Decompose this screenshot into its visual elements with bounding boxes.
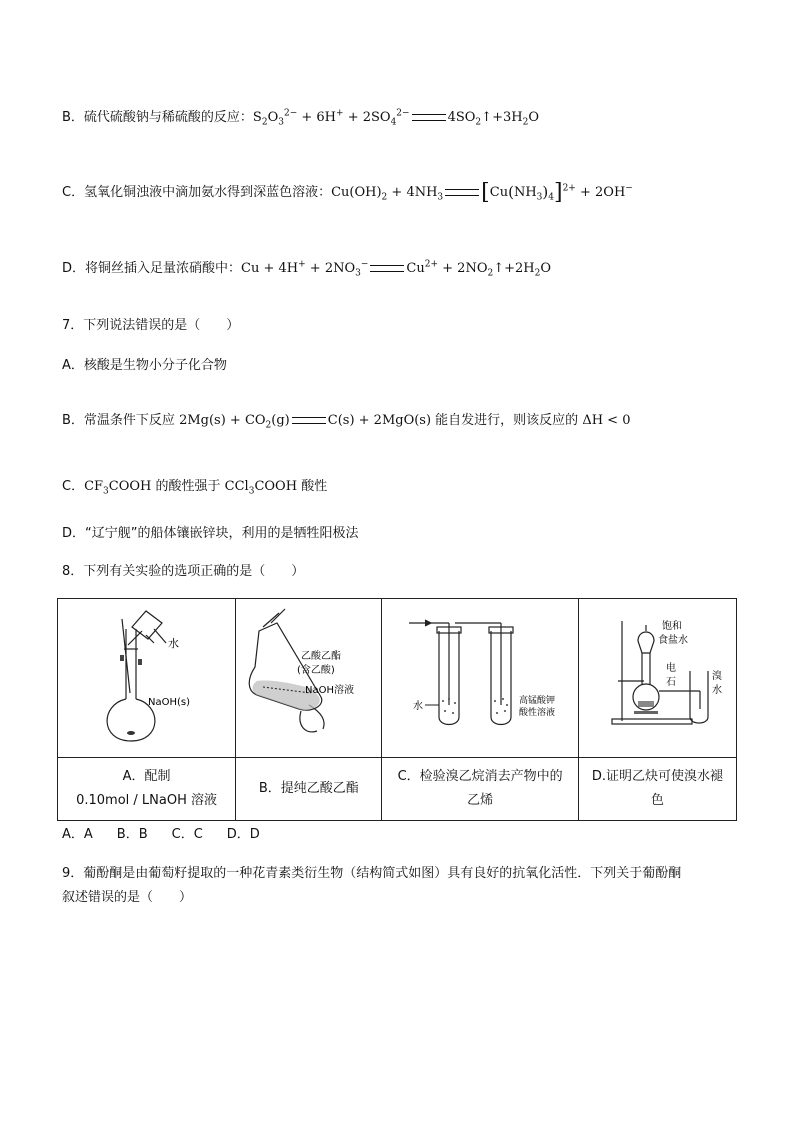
equals-sign <box>292 417 326 424</box>
figure-d-cell <box>578 599 736 758</box>
q6-option-d <box>62 259 551 279</box>
caption-b: B．提纯乙酸乙酯 <box>236 758 382 821</box>
acetylene-apparatus-figure <box>582 601 732 751</box>
label-bromine-1: 溴 <box>712 671 723 682</box>
q6-option-b <box>62 108 539 128</box>
q7-stem: 7．下列说法错误的是（ ） <box>62 318 240 333</box>
label-bromine-2: 水 <box>712 685 723 696</box>
q6-option-c-equation: $Cu(OH)_2 + 4NH_3$ $[Cu(NH_3)_4]^{2+} + 2OH^-$ <box>331 180 633 205</box>
q7-option-c: C．$CF_3COOH$ 的酸性强于 CCl$_3$COOH 酸性 <box>62 479 328 497</box>
figure-a-cell <box>58 599 236 758</box>
q6-option-d-equation: $Cu + 4H^+ + 2NO_3^-$ $Cu^{2+}$ + $2NO_2↑+2H_2O$ <box>241 259 552 279</box>
figure-b-cell <box>236 599 382 758</box>
label-water-a: 水 <box>167 637 179 650</box>
experiment-table <box>57 598 737 821</box>
label-saturated: 饱和 <box>662 621 683 632</box>
caption-a: A．配制 0.10mol / LNaOH 溶液 <box>58 758 236 821</box>
label-contains-acetic-acid: (含乙酸) <box>296 665 335 676</box>
separatory-funnel-figure <box>239 601 379 751</box>
caption-c: C．检验溴乙烷消去产物中的 乙烯 <box>382 758 578 821</box>
q7-option-a: A．核酸是生物小分子化合物 <box>62 358 227 373</box>
q7-option-d: D．“辽宁舰”的船体镶嵌锌块，利用的是牺牲阳极法 <box>62 526 359 541</box>
answer-c: C．C <box>171 827 203 842</box>
figure-c-cell <box>382 599 578 758</box>
q6-option-b-label: B．硫代硫酸钠与稀硫酸的反应： <box>62 110 253 125</box>
label-brine: 食盐水 <box>658 635 689 646</box>
q9-stem-line-2: 叙述错误的是（ ） <box>62 890 193 905</box>
q7-option-b: B．常温条件下反应 $2Mg(s) + CO_2(g) C(s) + 2MgO(s)$ 能自发进行，则该反应的 ΔH < 0 <box>62 413 631 431</box>
q6-option-b-equation: $S_2O_3^{2-} + 6H^+ + 2SO_4^{2-}$ $4SO_2↑+3H_2O$ <box>252 108 539 128</box>
answer-b: B．B <box>116 827 148 842</box>
label-kmno4: 高锰酸钾 <box>519 696 556 706</box>
label-carbide-2: 石 <box>666 677 677 688</box>
q6-option-c-label: C．氢氧化铜浊液中滴加氨水得到深蓝色溶液： <box>62 185 332 200</box>
label-carbide-1: 电 <box>666 663 677 674</box>
q8-answer-options <box>62 825 260 845</box>
label-water-c: 水 <box>413 701 424 712</box>
label-naoh-solution: NaOH溶液 <box>304 685 354 696</box>
equals-sign <box>445 189 479 196</box>
test-tubes-figure <box>385 601 575 751</box>
equals-sign <box>370 265 404 272</box>
label-ethyl-acetate: 乙酸乙酯 <box>300 651 341 662</box>
q6-option-c <box>62 182 633 203</box>
equals-sign <box>412 114 446 121</box>
q8-stem: 8．下列有关实验的选项正确的是（ ） <box>62 564 305 579</box>
q9-stem-line-1: 9．葡酚酮是由葡萄籽提取的一种花青素类衍生物（结构简式如图）具有良好的抗氧化活性．下列关于葡酚酮 <box>62 866 682 881</box>
label-naoh-solid: NaOH(s) <box>147 697 190 708</box>
q6-option-d-label: D．将铜丝插入足量浓硝酸中： <box>62 261 242 276</box>
volumetric-flask-figure <box>62 601 232 751</box>
answer-a: A．A <box>62 827 93 842</box>
caption-d: D.证明乙炔可使溴水褪 色 <box>578 758 736 821</box>
answer-d: D．D <box>226 827 260 842</box>
label-acidic-solution: 酸性溶液 <box>519 708 556 718</box>
